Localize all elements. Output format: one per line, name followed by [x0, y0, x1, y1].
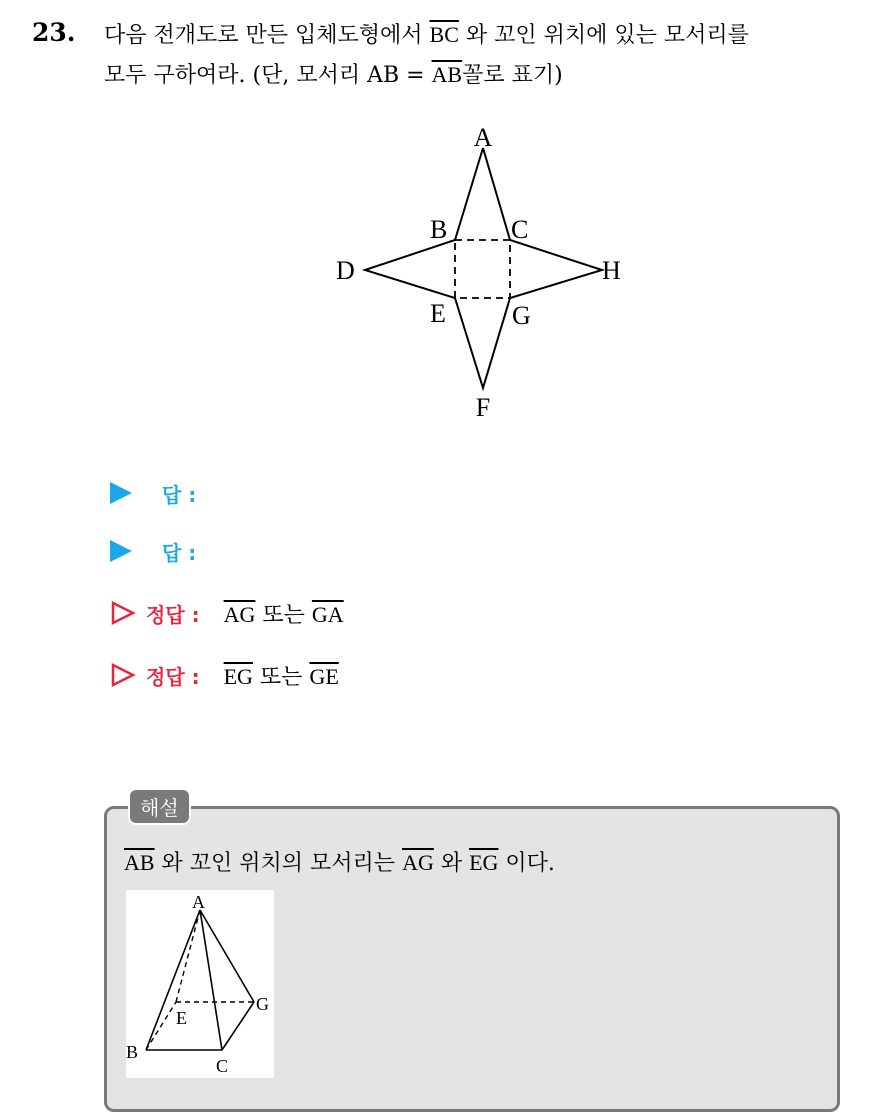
pyramid-label-g: G: [256, 994, 269, 1014]
edge-ag: $\overline{AG}$: [402, 850, 434, 875]
pyramid-figure: [126, 890, 274, 1078]
label-f: F: [475, 393, 491, 422]
explanation-fragment: 이다.: [498, 851, 555, 876]
outline-triangle-icon: [110, 600, 136, 626]
edge-ab: $\overline{AB}$: [431, 62, 463, 87]
edge-ab-line: [146, 910, 200, 1050]
edge-ge: $\overline{GE}$: [309, 663, 339, 689]
pyramid-label-b: B: [126, 1042, 139, 1062]
explanation-tab: 해설: [128, 788, 191, 825]
edge-ga: $\overline{GA}$: [311, 601, 344, 627]
question-line-2: [104, 58, 563, 89]
edge-ag-line: [200, 910, 254, 1002]
label-g: G: [512, 301, 531, 330]
question-text: 와 꼬인 위치에 있는 모서리를: [458, 23, 749, 48]
question-line-1: [104, 18, 749, 49]
answer-row-2: [110, 534, 196, 568]
net-fold-square: [455, 240, 510, 298]
correct-answer-row-2: [110, 658, 339, 692]
or-text: 또는: [255, 602, 312, 628]
explanation-fragment: 와 꼬인 위치의 모서리는: [154, 851, 403, 876]
outline-triangle-icon: [110, 662, 136, 688]
edge-ag: $\overline{AG}$: [223, 601, 256, 627]
correct-answer-row-1: [110, 596, 344, 630]
edge-ac-line: [200, 910, 222, 1050]
label-a: A: [473, 123, 493, 152]
correct-answer-label: 정답 :: [146, 602, 200, 627]
label-h: H: [602, 256, 621, 285]
pyramid-label-c: C: [216, 1056, 229, 1076]
question-number: 23.: [32, 18, 76, 47]
edge-ae-line: [176, 910, 200, 1002]
edge-bc: $\overline{BC}$: [429, 22, 459, 47]
net-outline: [365, 148, 602, 388]
question-text: 꼴로 표기): [462, 63, 563, 88]
label-d: D: [336, 256, 355, 285]
correct-answer-label: 정답 :: [146, 664, 200, 689]
question-text: 다음 전개도로 만든 입체도형에서: [104, 23, 430, 48]
label-c: C: [511, 215, 529, 244]
or-text: 또는: [252, 664, 310, 690]
answer-label: 답 :: [162, 482, 197, 507]
play-triangle-icon: [110, 482, 132, 504]
edge-eg: $\overline{EG}$: [469, 850, 499, 875]
question-text: 모두 구하여라. (단, 모서리 AB =: [104, 63, 432, 88]
correct-answer-text: [224, 598, 344, 629]
label-e: E: [430, 299, 446, 328]
net-figure: [320, 118, 640, 428]
correct-answer-text: [224, 660, 339, 691]
explanation-fragment: 와: [433, 851, 470, 876]
label-b: B: [430, 215, 448, 244]
edge-ab: $\overline{AB}$: [124, 850, 155, 875]
answer-label: 답 :: [162, 540, 197, 565]
edge-eg: $\overline{EG}$: [223, 663, 253, 689]
explanation-text: [124, 846, 555, 877]
answer-row-1: [110, 476, 196, 510]
pyramid-label-e: E: [176, 1008, 187, 1028]
play-triangle-icon: [110, 540, 132, 562]
edge-cg-line: [222, 1002, 254, 1050]
pyramid-label-a: A: [192, 892, 205, 912]
